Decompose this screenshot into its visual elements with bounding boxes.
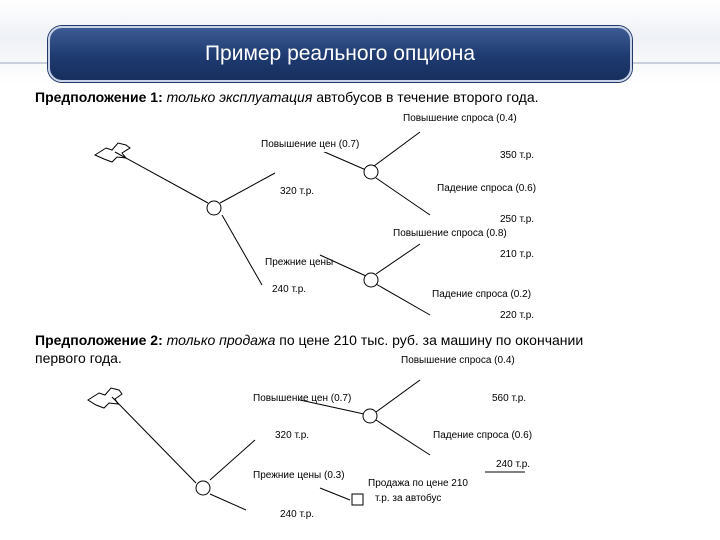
tree2-value-240: 240 т.р. bbox=[496, 459, 531, 470]
tree2-value-560: 560 т.р. bbox=[492, 393, 527, 404]
tree1-chance-node-root bbox=[207, 201, 221, 215]
tree2-value-320: 320 т.р. bbox=[275, 430, 310, 441]
assumption-2-italic: только продажа bbox=[166, 332, 276, 348]
tree1-label-demand-up-2: Повышение спроса (0.8) bbox=[393, 228, 507, 239]
tree2-label-demand-up: Повышение спроса (0.4) bbox=[398, 354, 518, 368]
tree2-line-price-up bbox=[210, 440, 255, 480]
tree1-line-price-up bbox=[220, 173, 275, 203]
tree1-value-350: 350 т.р. bbox=[500, 150, 535, 161]
tree2-line-n2-down bbox=[376, 420, 430, 455]
tree1-chance-node-3 bbox=[364, 273, 378, 287]
tree2-line-prev bbox=[210, 494, 246, 510]
tree1-line-n3-down bbox=[376, 284, 430, 315]
tree1-value-320: 320 т.р. bbox=[280, 186, 315, 197]
tree2-label-demand-down: Падение спроса (0.6) bbox=[433, 430, 533, 441]
tree1-line-prev bbox=[222, 215, 262, 285]
tree1-label-price-up: Повышение цен (0.7) bbox=[258, 138, 362, 152]
tree1-value-210: 210 т.р. bbox=[500, 249, 535, 260]
tree2-line-root bbox=[112, 397, 196, 483]
tree2-value-240b: 240 т.р. bbox=[280, 509, 315, 520]
assumption-1-rest: автобусов в течение второго года. bbox=[316, 89, 539, 105]
assumption-1-italic: только эксплуатация bbox=[166, 89, 313, 105]
tree1-chance-node-2 bbox=[364, 165, 378, 179]
tree2-label-sale-line1: Продажа по цене 210 bbox=[368, 478, 468, 489]
assumption-2-rest: по цене 210 тыс. руб. за машину по окончании bbox=[279, 332, 584, 348]
assumption-2-line2: первого года. bbox=[35, 350, 122, 366]
tree2-label-price-up: Повышение цен (0.7) bbox=[253, 393, 352, 404]
slide-title-text: Пример реального опциона bbox=[204, 42, 476, 65]
tree2-chance-node-2 bbox=[363, 409, 377, 423]
assumption-1-prefix: Предположение 1: bbox=[35, 89, 163, 105]
tree2-chance-node-root bbox=[196, 481, 210, 495]
tree1-line-n2-up bbox=[374, 132, 420, 166]
tree1-label-demand-down: Падение спроса (0.6) bbox=[437, 183, 537, 194]
tree1-value-250: 250 т.р. bbox=[500, 214, 535, 225]
tree1-value-240: 240 т.р. bbox=[272, 284, 307, 295]
tree1-line-n3-up bbox=[376, 244, 420, 274]
tree2-line-n2-up bbox=[376, 380, 420, 412]
tree2-decision-node-sale bbox=[352, 494, 363, 505]
assumption-2-prefix: Предположение 2: bbox=[35, 332, 163, 348]
tree2-label-sale-line2: т.р. за автобус bbox=[375, 493, 442, 504]
tree1-value-220: 220 т.р. bbox=[500, 310, 535, 321]
tree1-label-demand-up: Повышение спроса (0.4) bbox=[400, 112, 520, 126]
tree1-label-demand-down-2: Падение спроса (0.2) bbox=[432, 289, 532, 300]
tree1-line-to-node2 bbox=[320, 150, 366, 170]
tree2-decision-glyph bbox=[88, 388, 122, 408]
tree1-decision-glyph bbox=[95, 143, 130, 162]
tree1-line-n2-down bbox=[376, 178, 430, 215]
tree1-label-prev-prices: Прежние цены bbox=[265, 257, 334, 268]
tree2-line-sale bbox=[320, 488, 350, 500]
tree2-label-prev-prices: Прежние цены (0.3) bbox=[253, 470, 345, 481]
tree1-line-root bbox=[115, 152, 208, 203]
